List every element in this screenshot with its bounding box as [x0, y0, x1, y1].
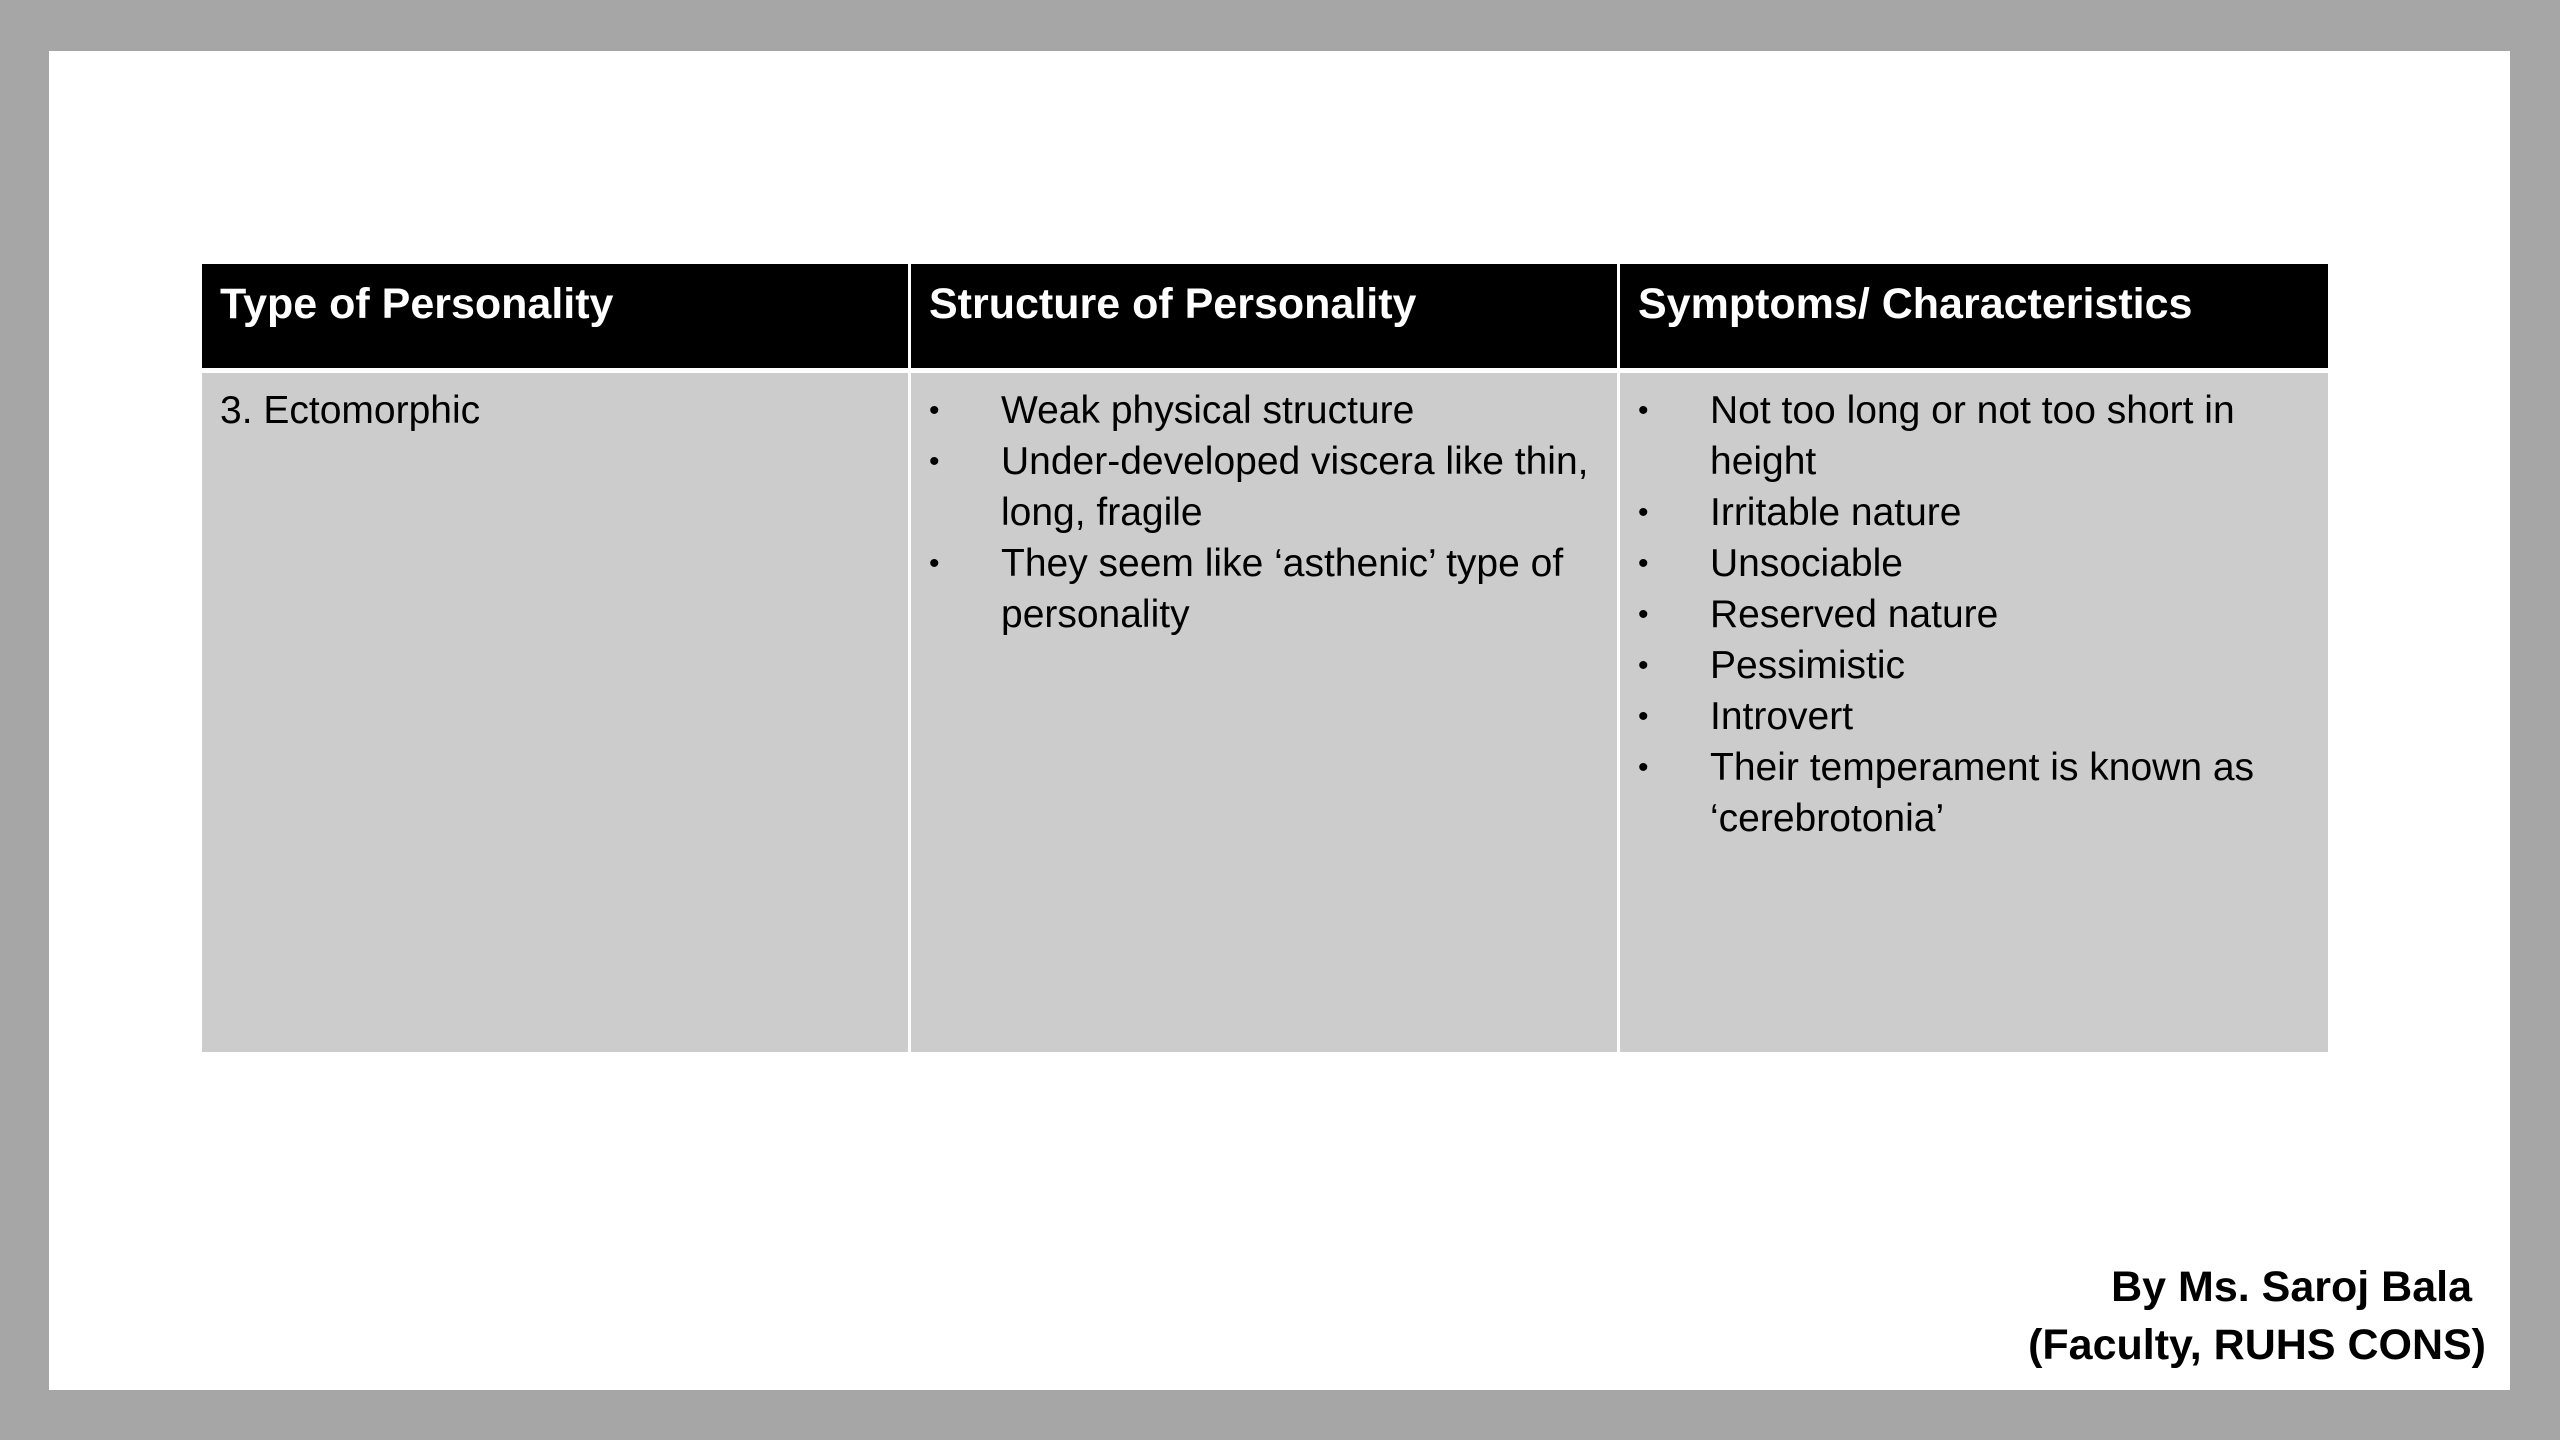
header-type-of-personality: Type of Personality [202, 264, 908, 368]
header-structure-of-personality: Structure of Personality [911, 264, 1617, 368]
list-item: • Their temperament is known as ‘cerebrotonia’ [1638, 742, 2310, 844]
table-row [202, 373, 2328, 1052]
credit-author: By Ms. Saroj Bala [2111, 1263, 2472, 1311]
credit-affiliation: (Faculty, RUHS CONS) [2028, 1321, 2486, 1369]
bullet-icon: • [1638, 547, 1649, 580]
bullet-icon: • [929, 547, 940, 580]
list-item: • They seem like ‘asthenic’ type of personality [929, 538, 1599, 640]
list-item: • Reserved nature [1638, 589, 2310, 640]
type-value: 3. Ectomorphic [220, 389, 481, 432]
cell-type [202, 373, 908, 1052]
structure-list [929, 385, 1599, 640]
list-item: • Pessimistic [1638, 640, 2310, 691]
bullet-icon: • [1638, 598, 1649, 631]
cell-structure [911, 373, 1617, 1052]
bullet-icon: • [1638, 700, 1649, 733]
bullet-icon: • [1638, 751, 1649, 784]
bullet-icon: • [1638, 496, 1649, 529]
slide [49, 51, 2510, 1390]
bullet-icon: • [1638, 394, 1649, 427]
list-item: • Irritable nature [1638, 487, 2310, 538]
header-symptoms-characteristics: Symptoms/ Characteristics [1620, 264, 2328, 368]
cell-symptoms [1620, 373, 2328, 1052]
author-credit [2028, 1258, 2486, 1374]
list-item: • Not too long or not too short in height [1638, 385, 2310, 487]
bullet-icon: • [929, 445, 940, 478]
symptoms-list [1638, 385, 2310, 844]
list-item: • Unsociable [1638, 538, 2310, 589]
personality-table [202, 264, 2328, 1105]
list-item: • Introvert [1638, 691, 2310, 742]
bullet-icon: • [929, 394, 940, 427]
list-item: • Weak physical structure [929, 385, 1599, 436]
table-header-row [202, 264, 2328, 368]
bullet-icon: • [1638, 649, 1649, 682]
list-item: • Under-developed viscera like thin, long, fragile [929, 436, 1599, 538]
